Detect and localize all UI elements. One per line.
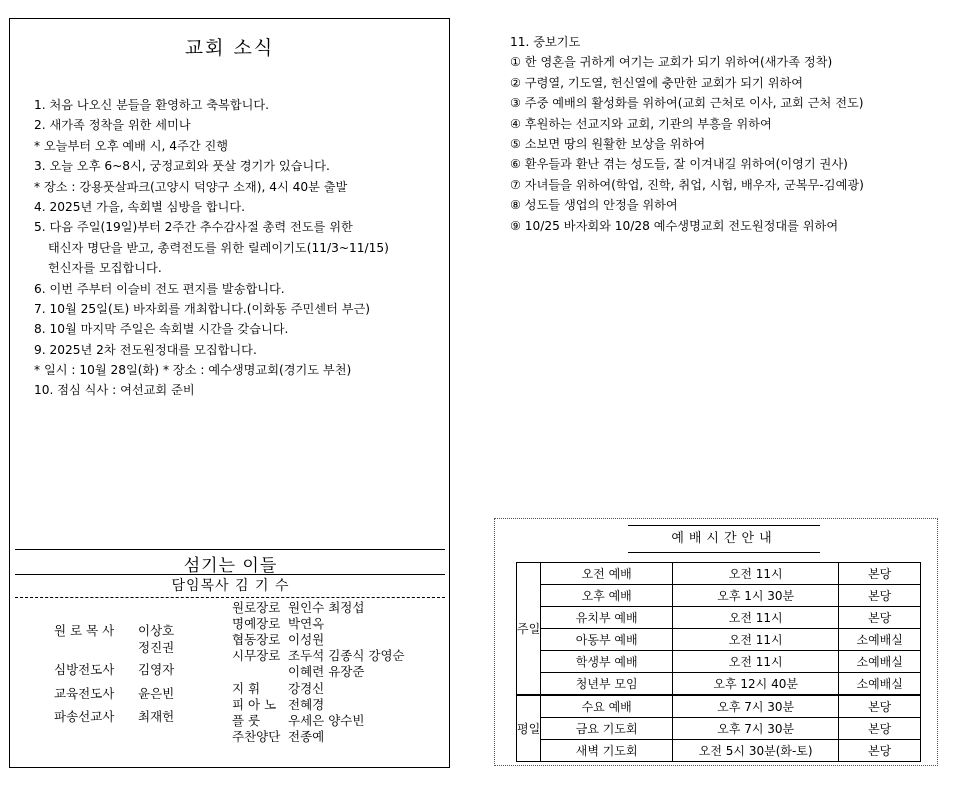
- table-row: [517, 673, 921, 696]
- service-name: 오후 예배: [541, 585, 673, 607]
- schedule-title: 예배시간안내: [628, 525, 820, 553]
- service-place: 소예배실: [839, 673, 921, 696]
- server-role: 원로장로: [232, 600, 281, 615]
- service-place: 소예배실: [839, 651, 921, 673]
- divider: [15, 597, 445, 598]
- server-role: 시무장로: [232, 648, 281, 663]
- service-time: 오후 1시 30분: [673, 585, 839, 607]
- server-name: 이성원: [288, 632, 325, 647]
- servers-title: 섬기는 이들: [183, 556, 278, 576]
- service-time: 오후 7시 30분: [673, 718, 839, 740]
- server-role: 명예장로: [232, 616, 281, 631]
- divider: [15, 549, 445, 550]
- service-place: 소예배실: [839, 629, 921, 651]
- server-name: 최재헌: [138, 709, 175, 724]
- intercession-item: ⑥ 환우들과 환난 겪는 성도들, 잘 이겨내길 위하여(이영기 권사): [510, 157, 848, 172]
- server-name: 김영자: [138, 662, 175, 677]
- news-line: * 오늘부터 오후 예배 시, 4주간 진행: [34, 138, 229, 153]
- news-line: 7. 10월 25일(토) 바자회를 개최합니다.(이화동 주민센터 부근): [34, 301, 371, 316]
- service-name: 새벽 기도회: [541, 740, 673, 762]
- table-row: [517, 740, 921, 762]
- server-name: 우세은 양수빈: [288, 713, 365, 728]
- news-line: 태신자 명단을 받고, 총력전도를 위한 릴레이기도(11/3~11/15): [48, 240, 389, 255]
- server-name: 이상호: [138, 623, 175, 638]
- intercession-list: [510, 32, 940, 236]
- server-name: 강경신: [288, 681, 325, 696]
- service-place: 본당: [839, 718, 921, 740]
- news-line: 8. 10월 마지막 주일은 속회별 시간을 갖습니다.: [34, 322, 289, 337]
- intercession-item: ⑨ 10/25 바자회와 10/28 예수생명교회 전도원정대를 위하여: [510, 218, 839, 233]
- worship-schedule-box: [494, 518, 938, 766]
- intercession-item: ⑧ 성도들 생업의 안정을 위하여: [510, 198, 678, 213]
- service-time: 오후 7시 30분: [673, 695, 839, 718]
- table-row: [517, 695, 921, 718]
- schedule-table: [516, 562, 921, 762]
- service-name: 아동부 예배: [541, 629, 673, 651]
- news-line: 4. 2025년 가을, 속회별 심방을 합니다.: [34, 199, 246, 214]
- service-name: 유치부 예배: [541, 607, 673, 629]
- service-time: 오전 11시: [673, 651, 839, 673]
- server-name: 박연옥: [288, 616, 325, 631]
- group-label-sunday: 주일: [517, 563, 541, 696]
- server-name: 원인수 최정섭: [288, 600, 365, 615]
- server-name: 전혜경: [288, 697, 325, 712]
- server-role: 파송선교사: [54, 709, 115, 724]
- service-time: 오전 11시: [673, 629, 839, 651]
- news-line: 2. 새가족 정착을 위한 세미나: [34, 118, 191, 133]
- server-role: 교육전도사: [54, 686, 115, 701]
- news-line: 10. 점심 식사 : 여선교회 준비: [34, 383, 195, 398]
- server-name: 이혜련 유장준: [288, 664, 365, 679]
- news-line: * 장소 : 강용풋살파크(고양시 덕양구 소재), 4시 40분 출발: [34, 179, 348, 194]
- service-place: 본당: [839, 585, 921, 607]
- server-name: 조두석 김종식 강영순: [288, 648, 405, 663]
- intercession-item: ④ 후원하는 선교지와 교회, 기관의 부흥을 위하여: [510, 116, 772, 131]
- service-time: 오후 12시 40분: [673, 673, 839, 696]
- church-news-panel: [9, 18, 450, 768]
- intercession-title: 11. 중보기도: [510, 35, 581, 49]
- server-name: 전종예: [288, 729, 325, 744]
- group-label-weekday: 평일: [517, 695, 541, 762]
- service-name: 수요 예배: [541, 695, 673, 718]
- news-line: 5. 다음 주일(19일)부터 2주간 추수감사절 총력 전도를 위한: [34, 220, 353, 235]
- service-place: 본당: [839, 740, 921, 762]
- intercession-item: ⑤ 소보면 땅의 원활한 보상을 위하여: [510, 136, 706, 151]
- service-time: 오전 5시 30분(화-토): [673, 740, 839, 762]
- news-title: 교회 소식: [184, 37, 275, 59]
- table-row: [517, 718, 921, 740]
- service-name: 금요 기도회: [541, 718, 673, 740]
- table-row: [517, 629, 921, 651]
- table-row: [517, 585, 921, 607]
- news-line: * 일시 : 10월 28일(화) * 장소 : 예수생명교회(경기도 부천): [34, 363, 352, 378]
- server-role: 피 아 노: [232, 697, 277, 712]
- intercession-item: ② 구령열, 기도열, 헌신열에 충만한 교회가 되기 위하여: [510, 75, 804, 90]
- table-row: [517, 563, 921, 585]
- server-role: 지 휘: [232, 681, 261, 696]
- server-role: 플 룻: [232, 713, 261, 728]
- news-line: 헌신자를 모집합니다.: [48, 261, 162, 276]
- service-name: 학생부 예배: [541, 651, 673, 673]
- server-name: 정진권: [138, 640, 175, 655]
- news-line: 9. 2025년 2차 전도원정대를 모집합니다.: [34, 342, 257, 357]
- news-line: 6. 이번 주부터 이슬비 전도 편지를 발송합니다.: [34, 281, 285, 296]
- server-role: 원 로 목 사: [54, 623, 115, 638]
- table-row: [517, 651, 921, 673]
- table-row: [517, 607, 921, 629]
- news-list: [34, 95, 444, 401]
- intercession-item: ⑦ 자녀들을 위하여(학업, 진학, 취업, 시험, 배우자, 군복무-김예광): [510, 177, 864, 192]
- service-place: 본당: [839, 563, 921, 585]
- intercession-item: ③ 주중 예배의 활성화를 위하여(교회 근처로 이사, 교회 근처 전도): [510, 96, 864, 111]
- server-role: 주찬양단: [232, 729, 281, 744]
- service-time: 오전 11시: [673, 607, 839, 629]
- intercession-item: ① 한 영혼을 귀하게 여기는 교회가 되기 위하여(새가족 정착): [510, 55, 833, 70]
- news-line: 1. 처음 나오신 분들을 환영하고 축복합니다.: [34, 98, 270, 112]
- server-role: 협동장로: [232, 632, 281, 647]
- server-role: 심방전도사: [54, 662, 115, 677]
- server-name: 윤은빈: [138, 686, 175, 701]
- service-name: 오전 예배: [541, 563, 673, 585]
- service-time: 오전 11시: [673, 563, 839, 585]
- news-line: 3. 오늘 오후 6~8시, 궁정교회와 풋살 경기가 있습니다.: [34, 159, 330, 174]
- service-name: 청년부 모임: [541, 673, 673, 696]
- senior-pastor: 담임목사 김 기 수: [171, 578, 290, 594]
- service-place: 본당: [839, 695, 921, 718]
- service-place: 본당: [839, 607, 921, 629]
